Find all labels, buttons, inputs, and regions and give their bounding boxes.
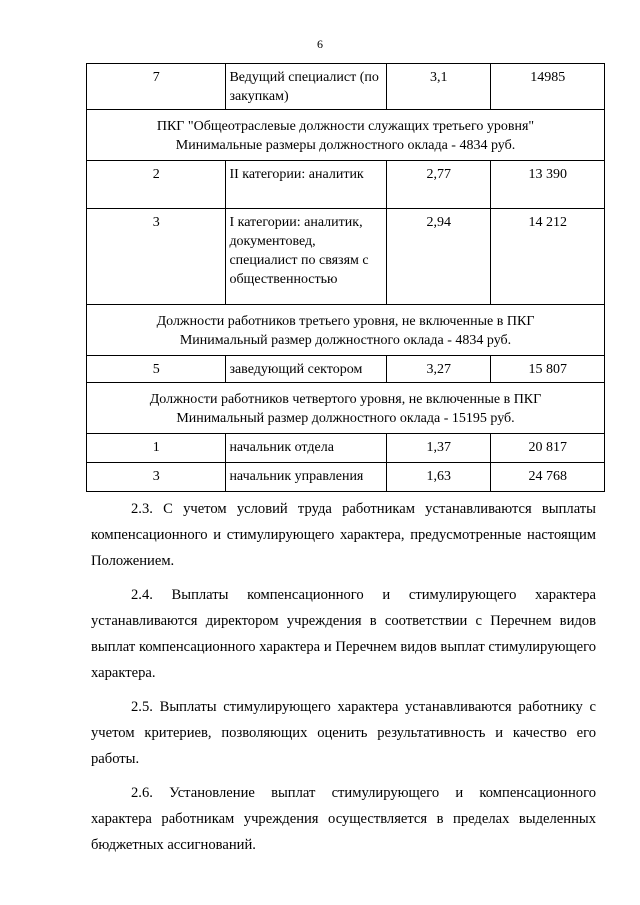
group-header [87,110,605,161]
table-row [87,161,605,209]
coefficient: 3,27 [387,356,491,383]
table-row [87,209,605,305]
table-row [87,434,605,463]
row-number: 3 [87,209,226,305]
paragraph-2-3: 2.3. С учетом условий труда работникам устанавливаются выплаты компенсационного и стимулирующего характера, предусмотренные настоящим Положением. [91,501,596,569]
salary: 14 212 [491,209,605,305]
group-min-salary: Минимальный размер должностного оклада - 15195 руб. [176,411,515,426]
group-title: Должности работников третьего уровня, не включенные в ПКГ [156,314,535,329]
salary-table [86,63,605,492]
group-header [87,305,605,356]
salary: 13 390 [491,161,605,209]
position-name: заведующий сектором [226,356,387,383]
position-name: I категории: аналитик, документовед, специалист по связям с общественностью [226,209,387,305]
salary: 14985 [491,64,605,110]
coefficient: 2,77 [387,161,491,209]
salary: 15 807 [491,356,605,383]
row-number: 5 [87,356,226,383]
position-name: II категории: аналитик [226,161,387,209]
group-min-salary: Минимальные размеры должностного оклада - 4834 руб. [175,138,516,153]
table-row [87,356,605,383]
paragraph-2-4: 2.4. Выплаты компенсационного и стимулирующего характера устанавливаются директором учреждения в соответствии с Перечнем видов выплат компенсационного характера и Перечнем видов выплат стимулирующего характера. [91,587,596,681]
paragraph-2-5: 2.5. Выплаты стимулирующего характера устанавливаются работнику с учетом критериев, позволяющих оценить результативность и качество его работы. [91,699,596,767]
row-number: 2 [87,161,226,209]
group-min-salary: Минимальный размер должностного оклада - 4834 руб. [179,333,512,348]
salary: 20 817 [491,434,605,463]
salary: 24 768 [491,463,605,492]
table-row [87,64,605,110]
table-row [87,463,605,492]
group-title: Должности работников четвертого уровня, не включенные в ПКГ [149,392,542,407]
coefficient: 2,94 [387,209,491,305]
coefficient: 1,37 [387,434,491,463]
row-number: 7 [87,64,226,110]
page-number: 6 [317,37,323,51]
group-header-row [87,305,605,356]
group-title: ПКГ "Общеотраслевые должности служащих третьего уровня" [156,119,535,134]
paragraph-2-6: 2.6. Установление выплат стимулирующего и компенсационного характера работникам учреждения осуществляется в пределах выделенных бюджетных ассигнований. [91,785,596,853]
position-name: начальник управления [226,463,387,492]
row-number: 1 [87,434,226,463]
row-number: 3 [87,463,226,492]
group-header-row [87,383,605,434]
group-header [87,383,605,434]
coefficient: 3,1 [387,64,491,110]
position-name: Ведущий специалист (по закупкам) [226,64,387,110]
group-header-row [87,110,605,161]
position-name: начальник отдела [226,434,387,463]
coefficient: 1,63 [387,463,491,492]
body-text [91,496,596,866]
